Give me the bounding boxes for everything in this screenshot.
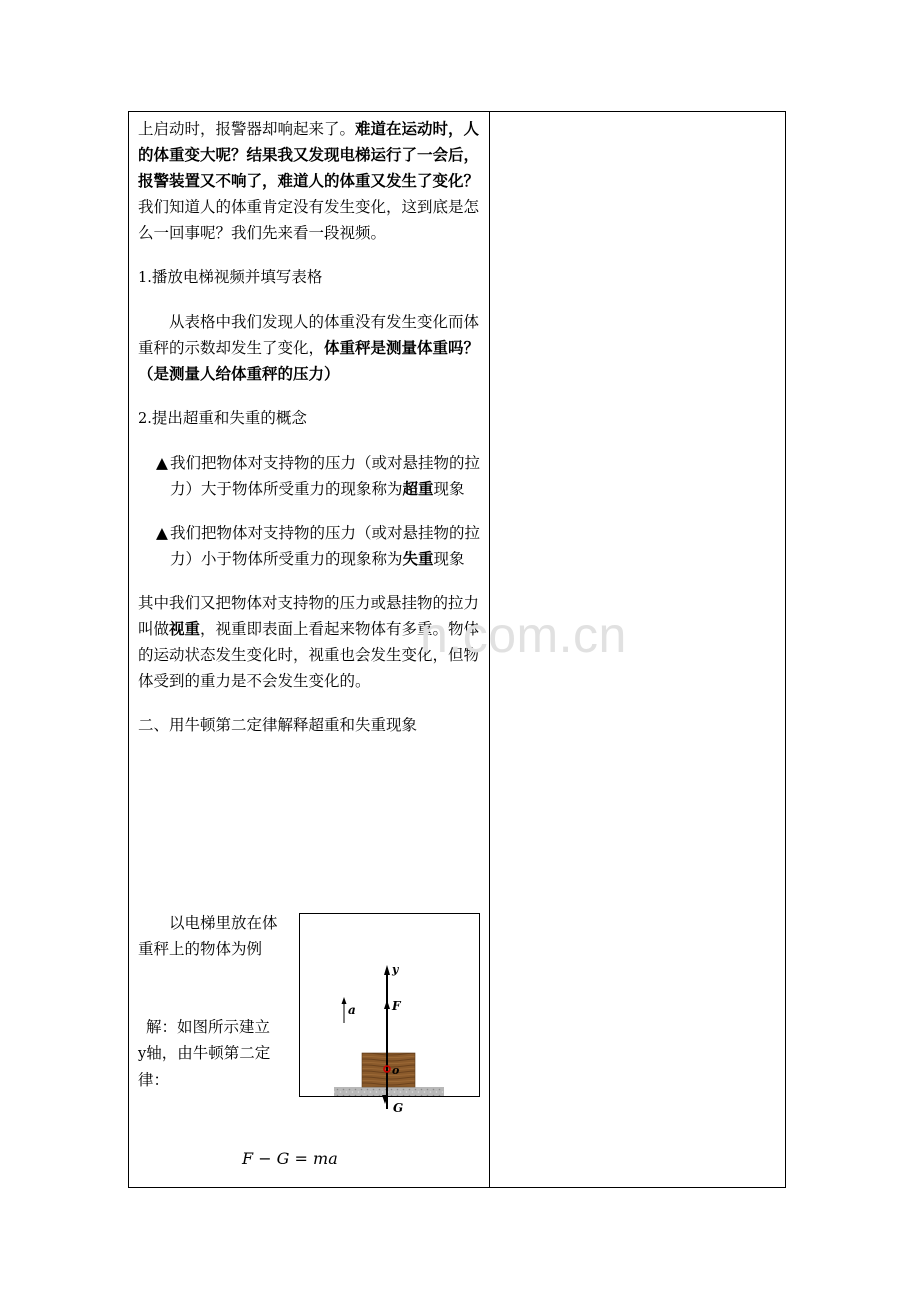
item-1 bbox=[138, 264, 480, 291]
example-text bbox=[138, 910, 286, 1093]
watermark: n.com.cn bbox=[420, 607, 627, 663]
force-F-arrow bbox=[384, 1000, 390, 1009]
solution-paragraph bbox=[138, 1014, 286, 1040]
y-axis-arrow bbox=[384, 965, 390, 975]
def1-text: 我们把物体对支持物的压力（或对悬挂物的拉力）大于物体所受重力的现象称为 bbox=[170, 454, 481, 498]
triangle-icon: ▲ bbox=[156, 524, 168, 542]
force-diagram bbox=[299, 913, 480, 1115]
apparent-weight-bold: 视重 bbox=[169, 620, 201, 638]
solution-text-end: 轴，由牛顿第二定律： bbox=[138, 1044, 271, 1089]
weightless-definition-text bbox=[170, 520, 480, 572]
solution-y: y bbox=[138, 1046, 147, 1062]
label-a: a bbox=[348, 1003, 356, 1017]
item-2 bbox=[138, 405, 480, 432]
gravity-arrow bbox=[382, 1095, 388, 1104]
section-2-heading: 二、用牛顿第二定律解释超重和失重现象 bbox=[138, 716, 418, 734]
apparent-weight-text: 其中我们又把物体对支持物的压力或悬挂物的拉力叫做 bbox=[138, 594, 480, 638]
intro-bold-text: 难道在运动时，人的体重变大呢？结果我又发现电梯运行了一会后，报警装置又不响了，难道人的体重又发生了变化？ bbox=[138, 120, 480, 190]
table-observation-paragraph bbox=[138, 309, 480, 387]
observation-text: 从表格中我们发现人的体重没有发生变化而体重秤的示数却发生了变化， bbox=[138, 313, 480, 357]
apparent-weight-text-end: ，视重即表面上看起来物体有多重。物体的运动状态发生变化时，视重也会发生变化，但物体受到的重力是不会发生变化的。 bbox=[138, 620, 480, 690]
intro-paragraph bbox=[138, 116, 480, 246]
observation-bold-text: 体重秤是测量体重吗？（是测量人给体重秤的压力） bbox=[138, 339, 480, 383]
label-F: F bbox=[392, 999, 401, 1013]
label-o: o bbox=[392, 1064, 400, 1077]
label-y: y bbox=[392, 963, 399, 976]
intro-text: 上启动时，报警器却响起来了。 bbox=[138, 120, 356, 138]
item-2-number: 2. bbox=[138, 411, 152, 427]
def2-text: 我们把物体对支持物的压力（或对悬挂物的拉力）小于物体所受重力的现象称为 bbox=[170, 524, 481, 568]
weightless-definition bbox=[138, 520, 480, 572]
solution-text: 解：如图所示建立 bbox=[146, 1018, 271, 1036]
wooden-block bbox=[362, 1053, 415, 1087]
item-2-text: 提出超重和失重的概念 bbox=[151, 409, 307, 427]
example-paragraph: 以电梯里放在体重秤上的物体为例 bbox=[138, 914, 278, 958]
newton-equation: F − G = ma bbox=[242, 1149, 338, 1168]
intro-text-end: 我们知道人的体重肯定没有发生变化，这到底是怎么一回事呢？我们先来看一段视频。 bbox=[138, 198, 480, 242]
acceleration-a-arrow bbox=[342, 997, 347, 1004]
overweight-definition bbox=[138, 450, 480, 502]
triangle-icon: ▲ bbox=[156, 454, 168, 472]
label-G: G bbox=[393, 1101, 404, 1115]
overweight-definition-text bbox=[170, 450, 480, 502]
def1-end: 现象 bbox=[433, 480, 465, 498]
item-1-text: 播放电梯视频并填写表格 bbox=[151, 268, 323, 286]
scale-base bbox=[334, 1087, 444, 1096]
def2-bold: 失重 bbox=[402, 550, 434, 568]
def2-end: 现象 bbox=[433, 550, 465, 568]
item-1-number: 1. bbox=[138, 270, 152, 286]
solution-paragraph-2 bbox=[138, 1040, 286, 1093]
def1-bold: 超重 bbox=[402, 480, 434, 498]
force-diagram-svg bbox=[300, 914, 479, 1115]
